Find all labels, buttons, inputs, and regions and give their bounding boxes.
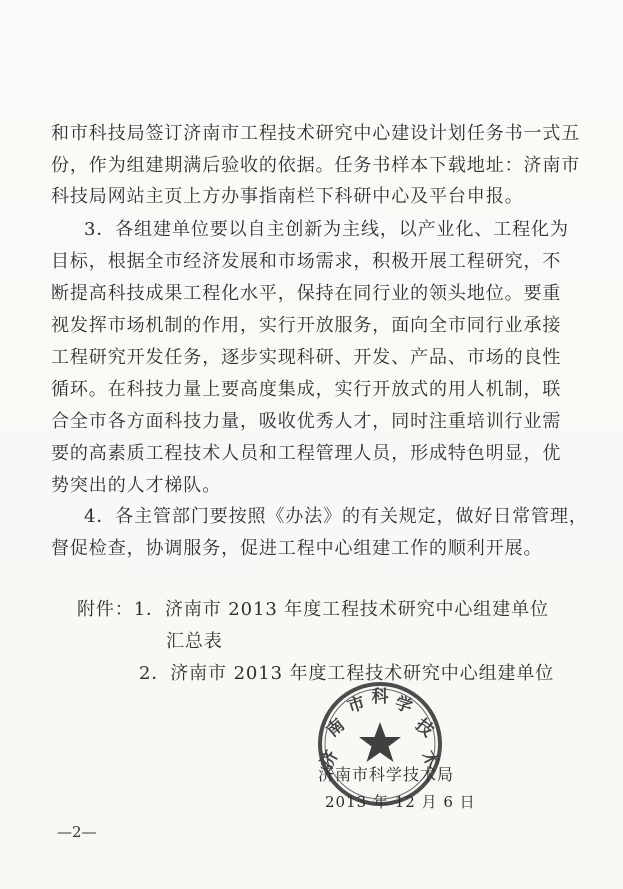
paragraph-line: 3．各组建单位要以自主创新为主线，以产业化、工程化为 <box>84 219 569 240</box>
paragraph-line: 份，作为组建期满后验收的依据。任务书样本下载地址：济南市 <box>51 155 581 176</box>
attachment-line-1: 附件：1．济南市 2013 年度工程技术研究中心组建单位 <box>77 599 549 620</box>
issue-date: 2013 年 12 月 6 日 <box>325 793 476 811</box>
paragraph-line: 和市科技局签订济南市工程技术研究中心建设计划任务书一式五 <box>51 123 581 144</box>
paragraph-line: 工程研究开发任务，逐步实现科研、开发、产品、市场的良性 <box>51 347 562 368</box>
svg-text:术: 术 <box>417 747 444 772</box>
svg-text:学: 学 <box>392 693 415 718</box>
paragraph-line: 目标，根据全市经济发展和市场需求，积极开展工程研究，不 <box>51 251 562 272</box>
page-number: —2— <box>57 823 97 841</box>
svg-text:科: 科 <box>371 687 389 707</box>
svg-text:市: 市 <box>345 693 368 718</box>
svg-text:济: 济 <box>316 747 343 772</box>
issuer-signature: 济南市科学技术局 <box>318 765 455 784</box>
svg-text:技: 技 <box>411 715 438 742</box>
official-seal <box>316 680 444 808</box>
paragraph-line: 4．各主管部门要按照《办法》的有关规定，做好日常管理， <box>84 506 588 527</box>
paragraph-line: 督促检查，协调服务，促进工程中心组建工作的顺利开展。 <box>51 538 543 559</box>
attachment-line-3: 2．济南市 2013 年度工程技术研究中心组建单位 <box>139 663 555 684</box>
paragraph-line: 势突出的人才梯队。 <box>51 475 222 496</box>
paragraph-line: 要的高素质工程技术人员和工程管理人员，形成特色明显，优 <box>51 443 562 464</box>
paragraph-line: 合全市各方面科技力量，吸收优秀人才，同时注重培训行业需 <box>51 411 562 432</box>
seal-graphic <box>316 680 444 808</box>
attachment-line-2: 汇总表 <box>166 631 223 652</box>
paragraph-line: 视发挥市场机制的作用，实行开放服务，面向全市同行业承接 <box>51 315 562 336</box>
paragraph-line: 循环。在科技力量上要高度集成，实行开放式的用人机制，联 <box>51 379 562 400</box>
svg-text:南: 南 <box>322 715 349 742</box>
paragraph-line: 断提高科技成果工程化水平，保持在同行业的领头地位。要重 <box>51 283 562 304</box>
star-icon <box>359 722 401 762</box>
paragraph-line: 科技局网站主页上方办事指南栏下科研中心及平台申报。 <box>51 186 524 207</box>
